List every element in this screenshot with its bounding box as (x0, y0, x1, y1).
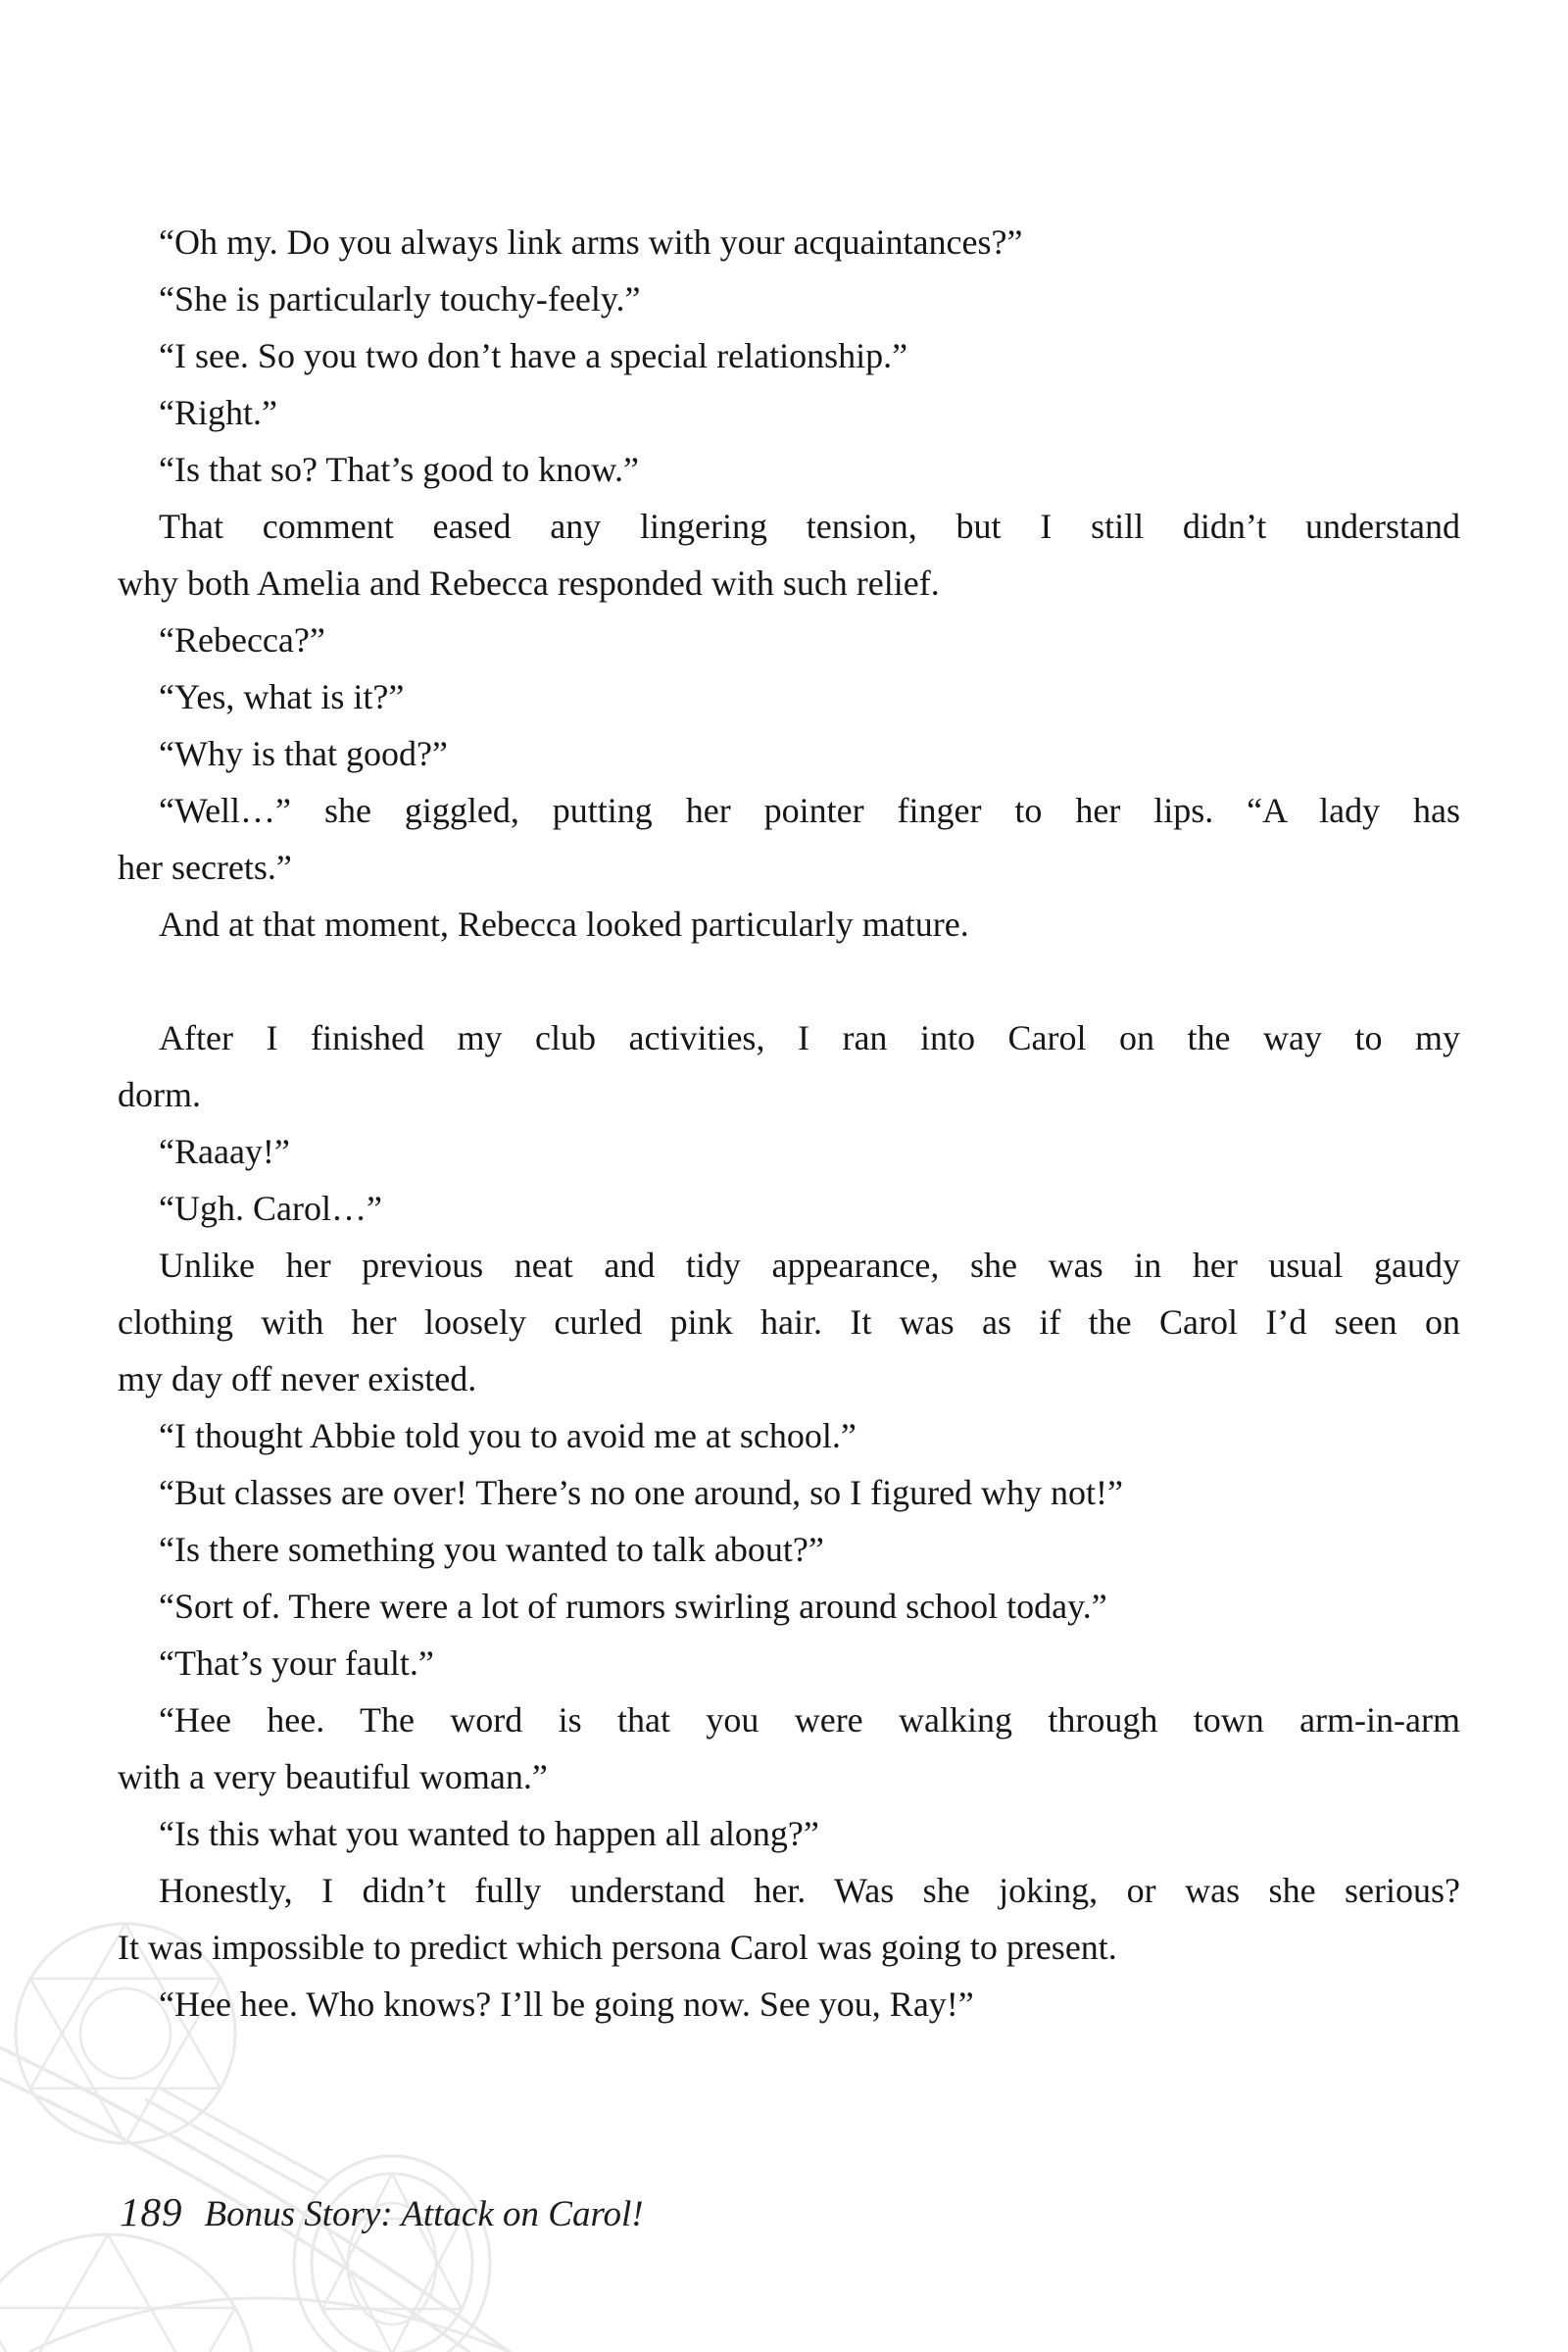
text-line: “Is that so? That’s good to know.” (159, 450, 639, 489)
text-line: “Is this what you wanted to happen all along?” (159, 1814, 819, 1853)
text-line: Honestly, I didn’t fully understand her. Was she joking, or was she serious? (159, 1871, 1460, 1910)
text-line: “Raaay!” (159, 1132, 290, 1171)
text-line: “That’s your fault.” (159, 1643, 434, 1683)
paragraph (118, 668, 1460, 725)
text-line: “Yes, what is it?” (159, 677, 405, 716)
text-line: That comment eased any lingering tension, but I still didn’t understand (159, 507, 1460, 546)
text-line: “Sort of. There were a lot of rumors swirling around school today.” (159, 1587, 1107, 1626)
chapter-title: Bonus Story: Attack on Carol! (204, 2194, 644, 2234)
text-line: After I finished my club activities, I ran into Carol on the way to my (159, 1018, 1460, 1057)
paragraph (118, 384, 1460, 441)
text-line: clothing with her loosely curled pink hair. It was as if the Carol I’d seen on (118, 1302, 1460, 1342)
paragraph (118, 725, 1460, 782)
page-footer (120, 2188, 644, 2235)
text-line: “I see. So you two don’t have a special relationship.” (159, 336, 908, 375)
paragraph (118, 498, 1460, 612)
text-line: “Rebecca?” (159, 620, 325, 660)
text-line: my day off never existed. (118, 1359, 477, 1398)
paragraph (118, 1635, 1460, 1691)
text-line: It was impossible to predict which persona Carol was going to present. (118, 1928, 1117, 1967)
text-line: “Well…” she giggled, putting her pointer finger to her lips. “A lady has (159, 791, 1460, 830)
paragraph (118, 1009, 1460, 1123)
page-number: 189 (120, 2189, 183, 2234)
text-line: Unlike her previous neat and tidy appearance, she was in her usual gaudy (159, 1246, 1460, 1285)
text-line: why both Amelia and Rebecca responded with such relief. (118, 564, 940, 603)
text-line: “Right.” (159, 393, 277, 432)
paragraph (118, 896, 1460, 953)
paragraph (118, 327, 1460, 384)
text-line: “Oh my. Do you always link arms with your acquaintances?” (159, 222, 1023, 262)
text-line: And at that moment, Rebecca looked particularly mature. (159, 905, 969, 944)
paragraph (118, 1862, 1460, 1976)
text-line: “I thought Abbie told you to avoid me at school.” (159, 1416, 857, 1455)
text-line: dorm. (118, 1075, 201, 1114)
paragraph (118, 214, 1460, 270)
paragraph (118, 1521, 1460, 1578)
paragraph (118, 1464, 1460, 1521)
paragraph (118, 1180, 1460, 1237)
text-line: “Is there something you wanted to talk about?” (159, 1530, 824, 1569)
paragraph (118, 1578, 1460, 1635)
text-line: with a very beautiful woman.” (118, 1757, 548, 1796)
paragraph (118, 612, 1460, 668)
paragraph (118, 1805, 1460, 1862)
paragraph (118, 1123, 1460, 1180)
body-text (118, 214, 1460, 2033)
text-line: her secrets.” (118, 848, 292, 887)
paragraph (118, 1237, 1460, 1407)
text-line: “But classes are over! There’s no one around, so I figured why not!” (159, 1473, 1124, 1512)
text-line: “She is particularly touchy-feely.” (159, 279, 641, 318)
text-line: “Hee hee. The word is that you were walking through town arm-in-arm (159, 1700, 1460, 1740)
paragraph (118, 1407, 1460, 1464)
paragraph (118, 1976, 1460, 2033)
text-line: “Hee hee. Who knows? I’ll be going now. See you, Ray!” (159, 1984, 974, 2024)
paragraph (118, 441, 1460, 498)
paragraph (118, 270, 1460, 327)
text-line: “Why is that good?” (159, 734, 448, 773)
text-line: “Ugh. Carol…” (159, 1189, 382, 1228)
paragraph (118, 782, 1460, 896)
paragraph (118, 1691, 1460, 1805)
